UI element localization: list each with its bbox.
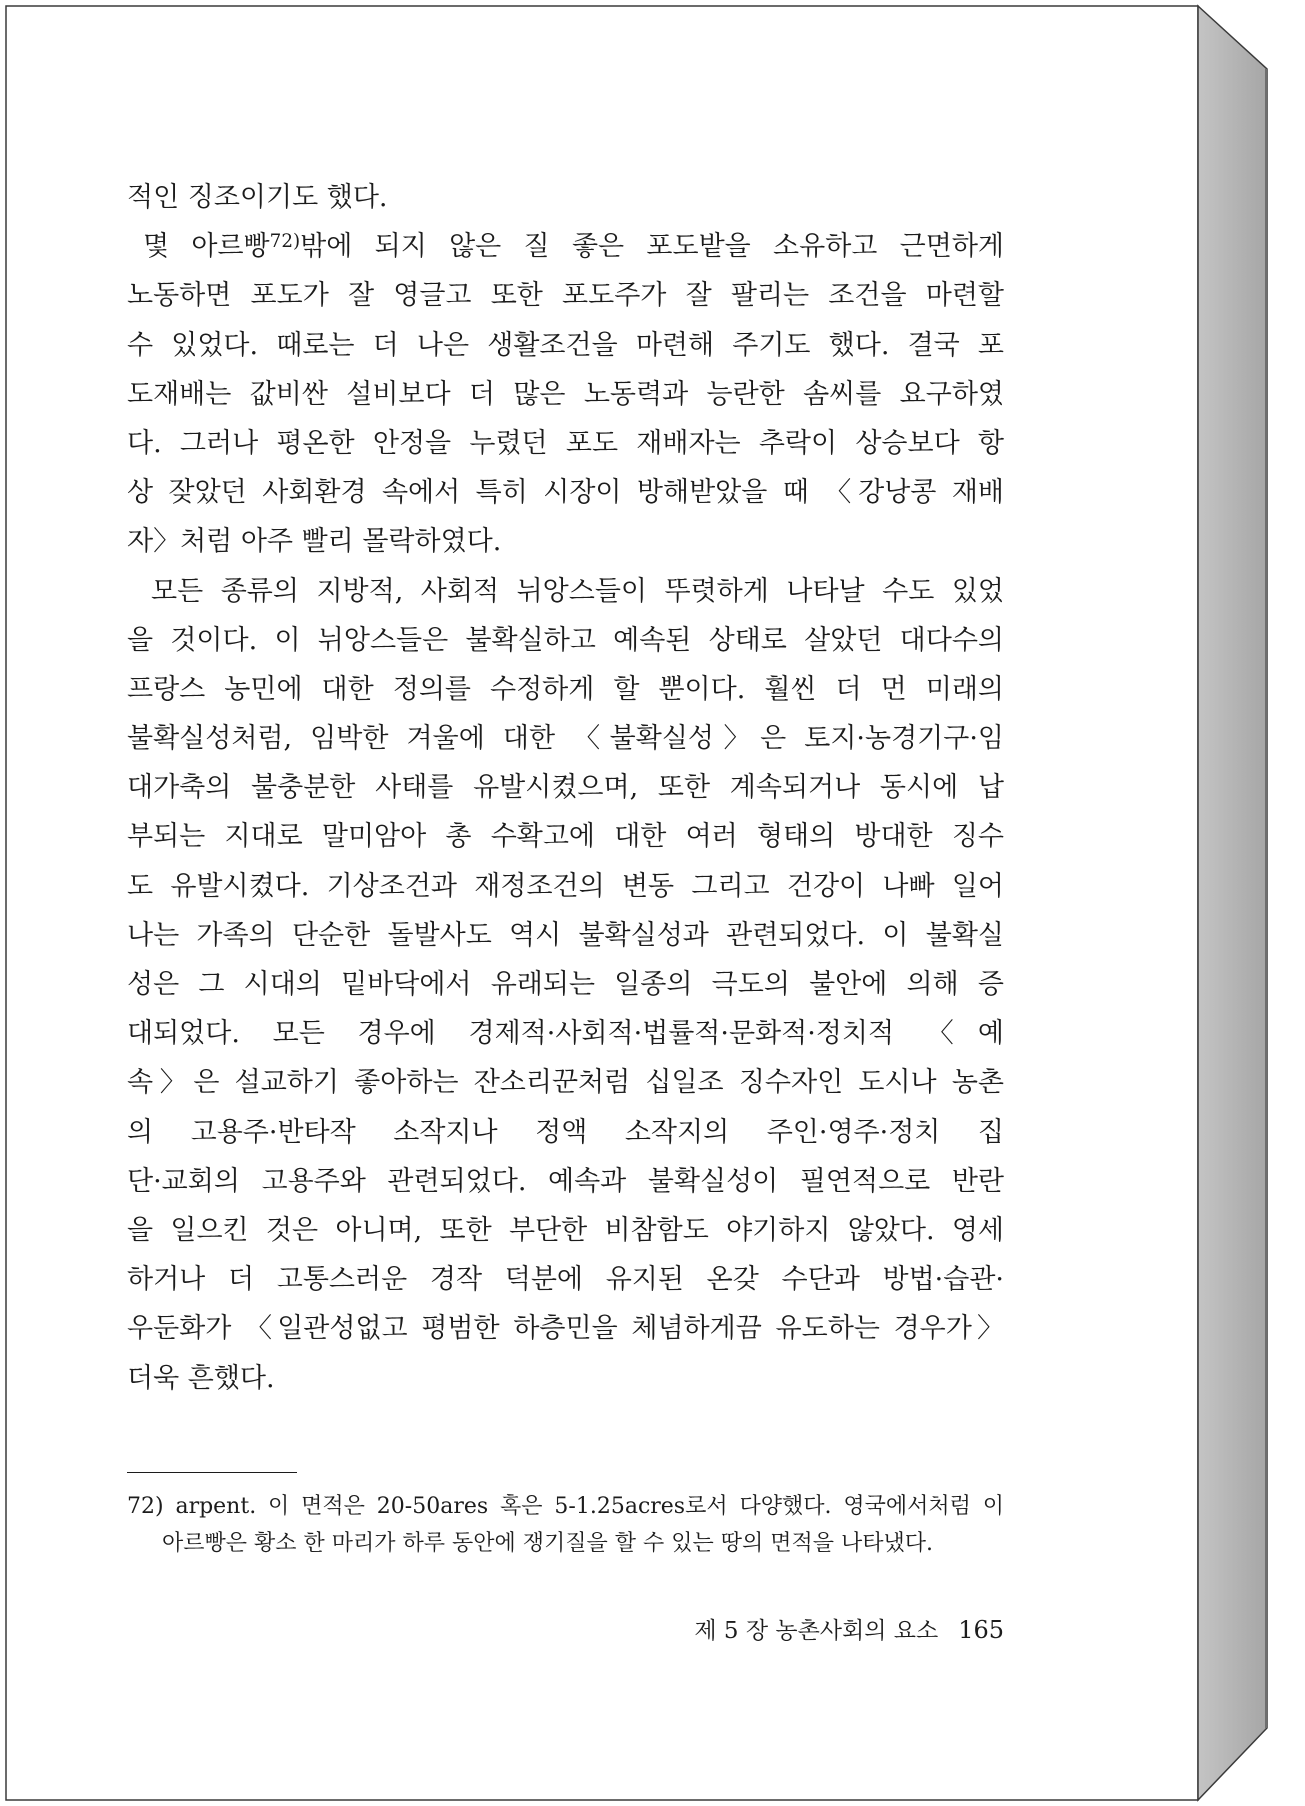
footnote-reference: 72): [269, 231, 301, 253]
text-line: 성은 그 시대의 밑바닥에서 유래되는 일종의 극도의 불안에 의해 증: [127, 969, 1004, 1000]
text-line: 수 있었다. 때로는 더 나은 생활조건을 마련해 주기도 했다. 결국 포: [127, 329, 1004, 361]
chapter-title: 제 5 장 농촌사회의 요소: [694, 1618, 939, 1644]
text-line: 더욱 흔했다.: [127, 1362, 275, 1394]
text-line: 프랑스 농민에 대한 정의를 수정하게 할 뿐이다. 훨씬 더 먼 미래의: [127, 673, 1004, 705]
paragraph-first-line: [127, 222, 1004, 271]
body-text: [127, 173, 1004, 1403]
footnote: [127, 1488, 1004, 1562]
book-edge: [1198, 6, 1267, 1800]
text-line: 단·교회의 고용주와 관련되었다. 예속과 불확실성이 필연적으로 반란: [127, 1165, 1004, 1197]
footnote-line: 72) arpent. 이 면적은 20-50ares 혹은 5-1.25acres로서 다양했다. 영국에서처럼 이: [127, 1494, 1004, 1519]
text-line: 을 것이다. 이 뉘앙스들은 불확실하고 예속된 상태로 살았던 대다수의: [127, 624, 1004, 656]
text-line: 속〉은 설교하기 좋아하는 잔소리꾼처럼 십일조 징수자인 도시나 농촌: [127, 1067, 1004, 1099]
page-number: 165: [958, 1616, 1004, 1644]
text-line: 부되는 지대로 말미암아 총 수확고에 대한 여러 형태의 방대한 징수: [127, 821, 1004, 853]
text-line: 다. 그러나 평온한 안정을 누렸던 포도 재배자는 추락이 상승보다 항: [127, 427, 1004, 459]
paragraph-first-line: 모든 종류의 지방적, 사회적 뉘앙스들이 뚜렷하게 나타날 수도 있었: [151, 575, 1004, 607]
text-line: 나는 가족의 단순한 돌발사도 역시 불확실성과 관련되었다. 이 불확실: [127, 919, 1004, 951]
footnote-divider: [127, 1472, 297, 1473]
text-line: 의 고용주·반타작 소작지나 정액 소작지의 주인·영주·정치 집: [127, 1116, 1004, 1148]
footnote-line: 아르빵은 황소 한 마리가 하루 동안에 쟁기질을 할 수 있는 땅의 면적을 나타냈다.: [162, 1531, 933, 1556]
text-line: 자〉처럼 아주 빨리 몰락하였다.: [127, 526, 502, 558]
text-line: 불확실성처럼, 임박한 겨울에 대한 〈불확실성〉은 토지·농경기구·임: [127, 723, 1004, 755]
text-line: 도재배는 값비싼 설비보다 더 많은 노동력과 능란한 솜씨를 요구하였: [127, 378, 1004, 410]
text-line: 을 일으킨 것은 아니며, 또한 부단한 비참함도 야기하지 않았다. 영세: [127, 1214, 1004, 1246]
text-line: 도 유발시켰다. 기상조건과 재정조건의 변동 그리고 건강이 나빠 일어: [127, 870, 1004, 902]
text-line: 대되었다. 모든 경우에 경제적·사회적·법률적·문화적·정치적 〈예: [127, 1018, 1004, 1050]
text-line: 우둔화가 〈일관성없고 평범한 하층민을 체념하게끔 유도하는 경우가〉: [127, 1313, 1004, 1345]
text-segment: 밖에 되지 않은 질 좋은 포도밭을 소유하고 근면하게: [300, 231, 1004, 263]
text-line: 노동하면 포도가 잘 영글고 또한 포도주가 잘 팔리는 조건을 마련할: [127, 280, 1004, 312]
text-line: 하거나 더 고통스러운 경작 덕분에 유지된 온갖 수단과 방법·습관·: [127, 1264, 1004, 1296]
text-line: 대가축의 불충분한 사태를 유발시켰으며, 또한 계속되거나 동시에 납: [127, 772, 1004, 804]
running-footer: [127, 1611, 1004, 1649]
text-line: 상 잦았던 사회환경 속에서 특히 시장이 방해받았을 때 〈강낭콩 재배: [127, 477, 1004, 509]
text-segment: 몇 아르빵: [143, 231, 270, 263]
text-line: 적인 징조이기도 했다.: [127, 182, 388, 213]
